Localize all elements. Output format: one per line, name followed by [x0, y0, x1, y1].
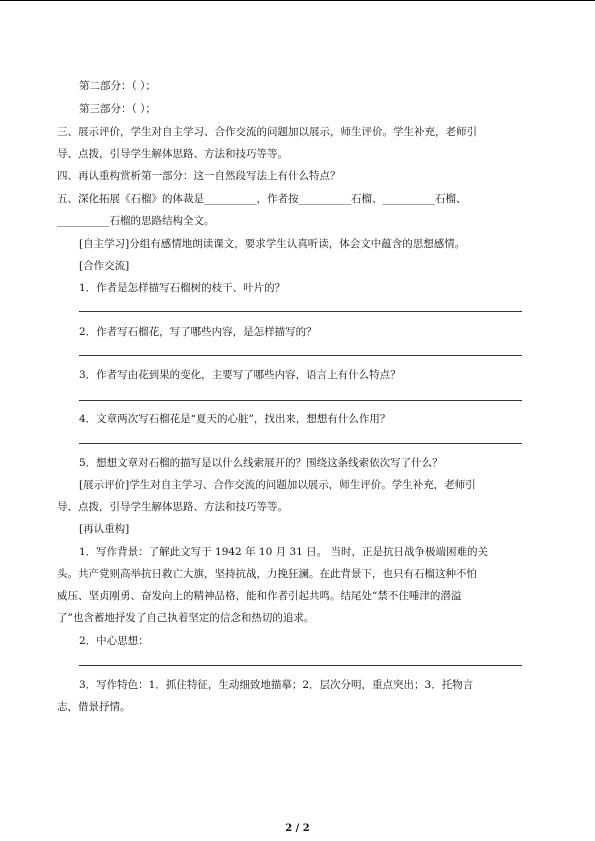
question-1: 1．作者是怎样描写石榴树的枝干、叶片的？ [79, 282, 286, 294]
section-three-line-2: 导、点拨，引导学生解体思路、方法和技巧等等。 [57, 148, 288, 160]
section-five-line-1: 五、深化拓展《石榴》的体裁是__________，作者按__________石榴、__________石榴、 [57, 193, 467, 205]
section-four-line: 四、再认重构赏析第一部分：这一自然段写法上有什么特点？ [57, 170, 341, 182]
background-line-4: 了”也含蓄地抒发了自己执着坚定的信念和热切的追求。 [57, 612, 315, 624]
question-3: 3．作者写由花到果的变化，主要写了哪些内容，语言上有什么特点？ [79, 369, 401, 381]
display-eval-line-2: 导、点拨，引导学生解体思路、方法和技巧等等。 [57, 501, 288, 513]
background-line-3: 威压、坚贞刚勇、奋发向上的精神品格，能和作者引起共鸣。结尾处“禁不住唾津的潜溢 [57, 590, 462, 602]
page-number: 2 / 2 [285, 823, 310, 834]
display-eval-line-1: [展示评价]学生对自主学习、合作交流的问题加以展示，师生评价。学生补充，老师引 [79, 479, 476, 491]
answer-line-3 [79, 400, 522, 401]
answer-line-2 [79, 355, 522, 356]
reconstruct-heading: [再认重构] [79, 523, 130, 535]
part-three-line: 第三部分：（ ）； [79, 103, 156, 115]
answer-line-4 [79, 443, 522, 444]
question-5: 5．想想文章对石榴的描写是以什么线索展开的？围绕这条线索依次写了什么？ [79, 457, 443, 469]
header-rule [0, 0, 595, 1]
question-4: 4．文章两次写石榴花是“夏天的心脏”，找出来，想想有什么作用？ [79, 413, 391, 425]
central-idea-label: 2．中心思想： [79, 635, 149, 647]
part-two-line: 第二部分：（ ）； [79, 80, 156, 92]
question-2: 2．作者写石榴花，写了哪些内容，是怎样描写的？ [79, 326, 317, 338]
self-study-line: [自主学习]分组有感情地朗读课文，要求学生认真听读，体会文中蕴含的思想感情。 [79, 238, 466, 250]
answer-line-1 [79, 311, 522, 312]
central-idea-answer-line [79, 665, 522, 666]
features-line-2: 志，借景抒情。 [57, 701, 131, 713]
background-line-1: 1．写作背景：了解此文写于 1942 年 10 月 31 日。 当时，正是抗日战争极端困难的关 [79, 546, 488, 558]
background-line-2: 头。共产党则高举抗日救亡大旗，坚持抗战，力挽狂澜。在此背景下，也只有石榴这种不怕 [57, 568, 477, 580]
section-three-line-1: 三、展示评价，学生对自主学习、合作交流的问题加以展示，师生评价。学生补充，老师引 [57, 126, 477, 138]
cooperation-heading: [合作交流] [79, 260, 130, 272]
features-line-1: 3．写作特色：1．抓住特征，生动细致地描摹；2．层次分明，重点突出；3．托物言 [79, 679, 474, 691]
section-five-line-2: __________石榴的思路结构全文。 [57, 215, 215, 227]
